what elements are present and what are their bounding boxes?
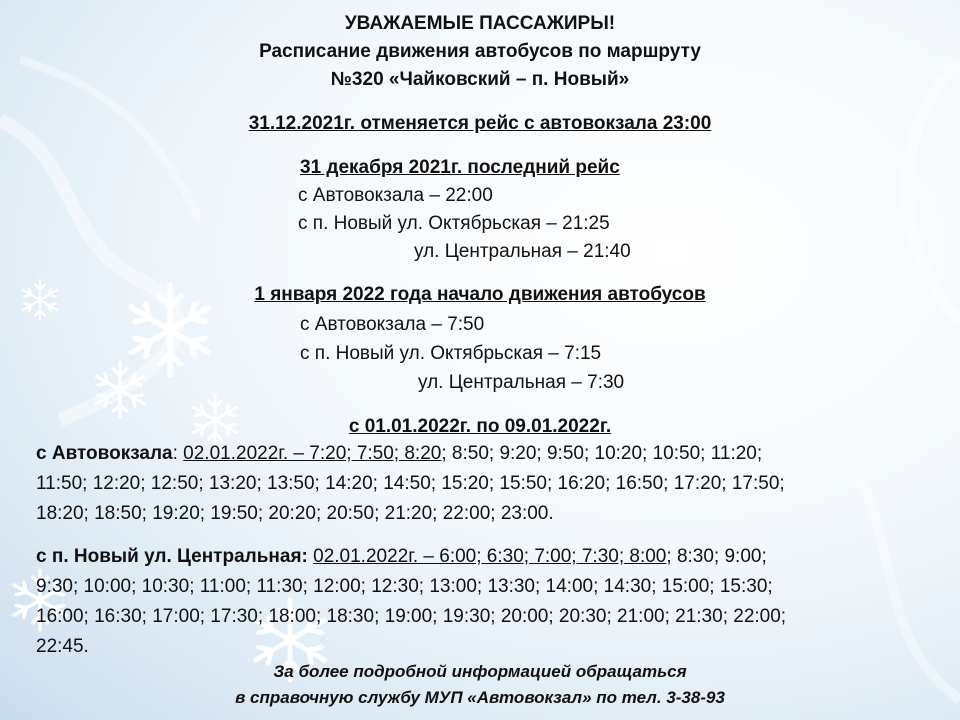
last-trip-central: ул. Центральная – 21:40	[414, 241, 631, 262]
novy-label: с п. Новый ул. Центральная:	[36, 546, 308, 567]
holiday-times: 02.01.2022г. – 7:20; 7:50; 8:20	[183, 443, 442, 464]
novy-schedule-line: 22:45.	[36, 636, 89, 657]
first-trip-station: с Автовокзала – 7:50	[300, 314, 485, 335]
greeting-heading: УВАЖАЕМЫЕ ПАССАЖИРЫ!	[344, 13, 616, 34]
station-schedule-line: 11:50; 12:20; 12:50; 13:20; 13:50; 14:20; 14:50; 15:20; 15:50; 16:20; 16:50; 17:20; 17:50;	[36, 473, 785, 494]
station-schedule-line: с Автовокзала: 02.01.2022г. – 7:20; 7:50; 8:20; 8:50; 9:20; 9:50; 10:20; 10:50; 11:20;	[36, 443, 763, 464]
first-trip-title: 1 января 2022 года начало движения автобусов	[254, 284, 706, 305]
station-schedule-line: 18:20; 18:50; 19:20; 19:50; 20:20; 20:50; 21:20; 22:00; 23:00.	[36, 503, 554, 524]
station-label: с Автовокзала	[36, 443, 173, 464]
route-name: №320 «Чайковский – п. Новый»	[330, 69, 630, 90]
last-trip-station: с Автовокзала – 22:00	[298, 185, 493, 206]
novy-schedule-line: 16:00; 16:30; 17:00; 17:30; 18:00; 18:30; 19:00; 19:30; 20:00; 20:30; 21:00; 21:30; 22:00;	[36, 606, 787, 627]
info-footer-line: За более подробной информацией обращаться	[273, 662, 687, 681]
period-title: с 01.01.2022г. по 09.01.2022г.	[348, 416, 612, 437]
last-trip-title: 31 декабря 2021г. последний рейс	[300, 157, 620, 178]
first-trip-novy: с п. Новый ул. Октябрьская – 7:15	[300, 343, 602, 364]
novy-schedule-line: с п. Новый ул. Центральная: 02.01.2022г. – 6:00; 6:30; 7:00; 7:30; 8:00; 8:30; 9:00;	[36, 546, 767, 567]
station-schedule	[36, 439, 926, 529]
info-footer-phone: в справочную службу МУП «Автовокзал» по тел. 3-38-93	[235, 688, 725, 707]
novy-schedule-line: 9:30; 10:00; 10:30; 11:00; 11:30; 12:00; 12:30; 13:00; 13:30; 14:00; 14:30; 15:00; 15:30;	[36, 576, 773, 597]
novy-schedule	[36, 542, 926, 662]
cancel-notice: 31.12.2021г. отменяется рейс с автовокзала 23:00	[248, 113, 712, 134]
schedule-subtitle: Расписание движения автобусов по маршруту	[259, 41, 701, 62]
last-trip-novy: с п. Новый ул. Октябрьская – 21:25	[298, 213, 610, 234]
first-trip-central: ул. Центральная – 7:30	[418, 372, 625, 393]
holiday-times: 02.01.2022г. – 6:00; 6:30; 7:00; 7:30; 8:00	[313, 546, 667, 567]
